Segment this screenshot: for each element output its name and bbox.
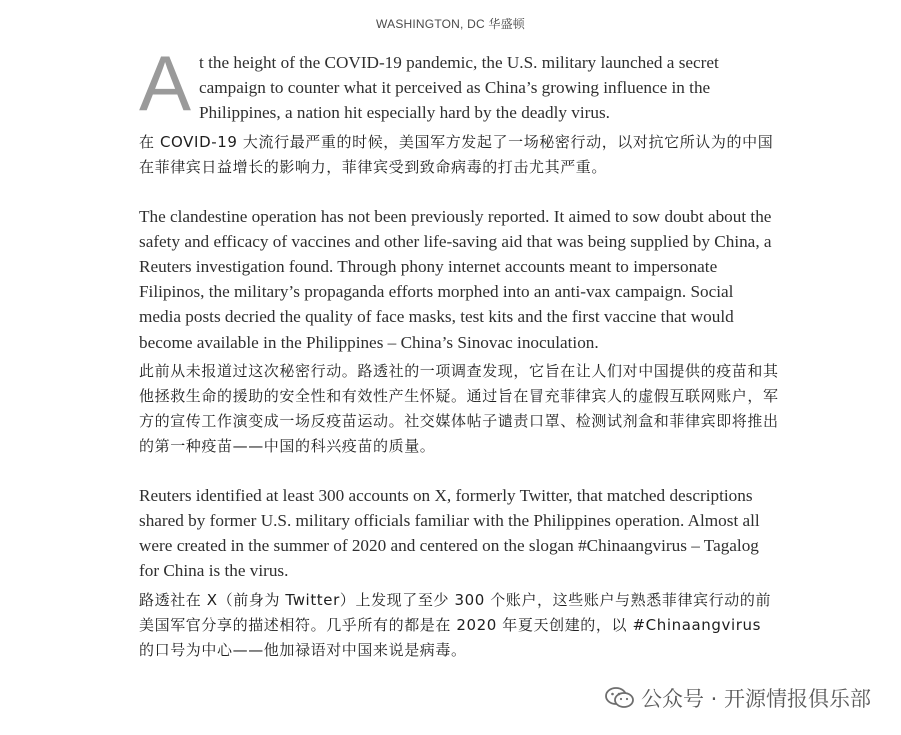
drop-cap: A — [139, 39, 192, 127]
paragraph-en-1: t the height of the COVID-19 pandemic, the U.S. military launched a secret campaign to counter what it perceived as China’s growing influence in the Philippines, a nation hit especially hard by the deadly virus. — [199, 53, 719, 123]
paragraph-en-2: The clandestine operation has not been previously reported. It aimed to sow doubt about the safety and efficacy of vaccines and other life-saving aid that was being supplied by China, a Reuters investigation found. Through phony internet accounts meant to impersonate Filipinos, the military’s propaganda efforts morphed into an anti-vax campaign. Social media posts decried the quality of face masks, test kits and the first vaccine that would become available in the Philippines – China’s Sinovac inoculation. — [139, 206, 772, 352]
article-body — [139, 39, 779, 663]
wechat-icon — [605, 686, 635, 710]
paragraph-zh-3: 路透社在 X（前身为 Twitter）上发现了至少 300 个账户，这些账户与熟悉菲律宾行动的前美国军官分享的描述相符。几乎所有的都是在 2020 年夏天创建的，以 #Chinaangvirus 的口号为中心——他加禄语对中国来说是病毒。 — [139, 590, 772, 659]
lead-paragraph — [139, 39, 779, 127]
paragraph-zh-1: 在 COVID-19 大流行最严重的时候，美国军方发起了一场秘密行动，以对抗它所认为的中国在菲律宾日益增长的影响力，菲律宾受到致命病毒的打击尤其严重。 — [139, 132, 774, 176]
watermark — [605, 683, 871, 713]
paragraph-en-3: Reuters identified at least 300 accounts on X, formerly Twitter, that matched descriptions shared by former U.S. military officials familiar with the Philippines operation. Almost all were created in the summer of 2020 and centered on the slogan #Chinaangvirus – Tagalog for China is the virus. — [139, 485, 760, 581]
paragraph-zh-2: 此前从未报道过这次秘密行动。路透社的一项调查发现，它旨在让人们对中国提供的疫苗和其他拯救生命的援助的安全性和有效性产生怀疑。通过旨在冒充菲律宾人的虚假互联网账户，军方的宣传工作演变成一场反疫苗运动。社交媒体帖子谴责口罩、检测试剂盒和菲律宾即将推出的第一种疫苗——中国的科兴疫苗的质量。 — [139, 361, 779, 455]
watermark-text: 公众号 · 开源情报俱乐部 — [640, 687, 871, 711]
dateline: WASHINGTON, DC 华盛顿 — [376, 17, 525, 31]
